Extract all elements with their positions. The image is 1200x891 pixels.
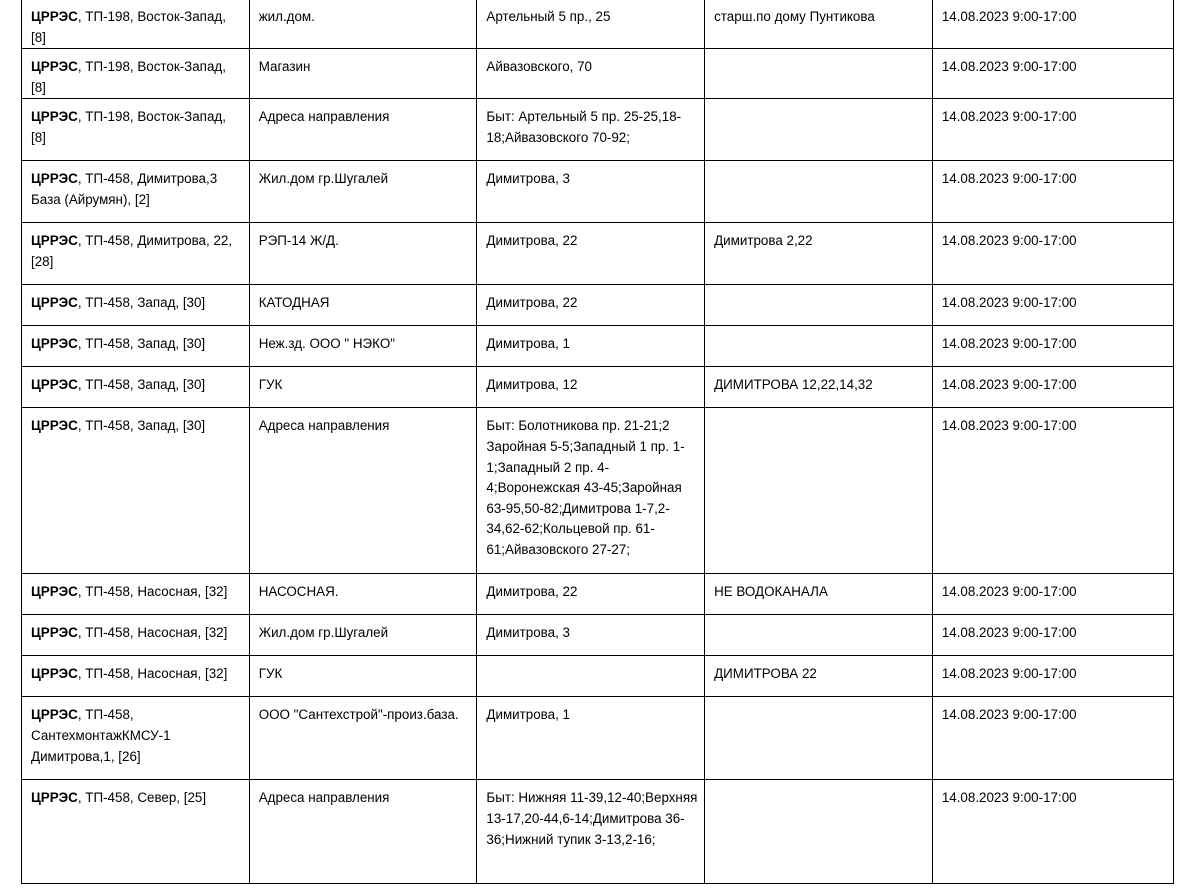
cell-consumer: ГУК bbox=[249, 656, 477, 697]
org-name: ЦРРЭС bbox=[31, 171, 78, 187]
line-name: , ТП-198, Восток-Запад, [8] bbox=[31, 59, 226, 95]
cell-consumer: Жил.дом гр.Шугалей bbox=[249, 615, 477, 656]
line-name: , ТП-458, СантехмонтажКМСУ-1 Димитрова,1, [26] bbox=[31, 707, 171, 764]
org-name: ЦРРЭС bbox=[31, 9, 78, 24]
cell-time: 14.08.2023 9:00-17:00 bbox=[932, 99, 1173, 161]
org-name: ЦРРЭС bbox=[31, 584, 78, 600]
cell-network bbox=[22, 99, 250, 161]
cell-note bbox=[705, 326, 933, 367]
cell-network bbox=[22, 49, 250, 99]
table-row bbox=[22, 656, 1174, 697]
cell-note bbox=[705, 408, 933, 574]
cell-consumer: Жил.дом гр.Шугалей bbox=[249, 161, 477, 223]
line-name: , ТП-458, Запад, [30] bbox=[77, 377, 206, 393]
cell-time: 14.08.2023 9:00-17:00 bbox=[932, 780, 1173, 884]
line-name: , ТП-458, Димитрова, 22, [28] bbox=[31, 233, 233, 269]
org-name: ЦРРЭС bbox=[31, 295, 78, 311]
cell-network bbox=[22, 780, 250, 884]
org-name: ЦРРЭС bbox=[31, 707, 78, 723]
cell-consumer: НАСОСНАЯ. bbox=[249, 574, 477, 615]
cell-address: Димитрова, 22 bbox=[477, 574, 705, 615]
table-row bbox=[22, 326, 1174, 367]
cell-network bbox=[22, 285, 250, 326]
cell-address: Димитрова, 22 bbox=[477, 285, 705, 326]
line-name: , ТП-198, Восток-Запад, [8] bbox=[31, 9, 226, 45]
org-name: ЦРРЭС bbox=[31, 336, 78, 352]
cell-time: 14.08.2023 9:00-17:00 bbox=[932, 285, 1173, 326]
cell-time: 14.08.2023 9:00-17:00 bbox=[932, 574, 1173, 615]
cell-time: 14.08.2023 9:00-17:00 bbox=[932, 697, 1173, 780]
cell-consumer: ГУК bbox=[249, 367, 477, 408]
outage-table bbox=[21, 0, 1174, 884]
cell-address: Димитрова, 1 bbox=[477, 697, 705, 780]
cell-note: ДИМИТРОВА 12,22,14,32 bbox=[705, 367, 933, 408]
line-name: , ТП-458, Север, [25] bbox=[77, 790, 207, 806]
org-name: ЦРРЭС bbox=[31, 233, 78, 249]
table-row bbox=[22, 0, 1174, 49]
cell-address: Быт: Артельный 5 пр. 25-25,18-18;Айвазовского 70-92; bbox=[477, 99, 705, 161]
table-row bbox=[22, 367, 1174, 408]
cell-address: Быт: Болотникова пр. 21-21;2 Заройная 5-5;Западный 1 пр. 1-1;Западный 2 пр. 4-4;Воронежская 43-45;Заройная 63-95,50-82;Димитрова 1-7,2-34,62-62;Кольцевой пр. 61-61;Айвазовского 27-27; bbox=[477, 408, 705, 574]
cell-note bbox=[705, 780, 933, 884]
cell-network bbox=[22, 161, 250, 223]
cell-consumer: Магазин bbox=[249, 49, 477, 99]
cell-network bbox=[22, 0, 250, 49]
cell-consumer: Адреса направления bbox=[249, 408, 477, 574]
cell-consumer: РЭП-14 Ж/Д. bbox=[249, 223, 477, 285]
cell-network bbox=[22, 615, 250, 656]
org-name: ЦРРЭС bbox=[31, 790, 78, 806]
cell-consumer: КАТОДНАЯ bbox=[249, 285, 477, 326]
line-name: , ТП-198, Восток-Запад, [8] bbox=[31, 109, 226, 145]
table-row bbox=[22, 99, 1174, 161]
cell-time: 14.08.2023 9:00-17:00 bbox=[932, 223, 1173, 285]
org-name: ЦРРЭС bbox=[31, 666, 78, 682]
cell-time: 14.08.2023 9:00-17:00 bbox=[932, 656, 1173, 697]
cell-address: Димитрова, 1 bbox=[477, 326, 705, 367]
table-row bbox=[22, 49, 1174, 99]
table-row bbox=[22, 615, 1174, 656]
line-name: , ТП-458, Насосная, [32] bbox=[77, 666, 228, 682]
cell-note bbox=[705, 99, 933, 161]
cell-consumer: жил.дом. bbox=[249, 0, 477, 49]
line-name: , ТП-458, Насосная, [32] bbox=[77, 584, 228, 600]
cell-note bbox=[705, 161, 933, 223]
table-row bbox=[22, 780, 1174, 884]
cell-network bbox=[22, 697, 250, 780]
table-body bbox=[22, 0, 1174, 884]
line-name: , ТП-458, Димитрова,3 База (Айрумян), [2] bbox=[31, 171, 218, 207]
org-name: ЦРРЭС bbox=[31, 418, 78, 434]
table-row bbox=[22, 574, 1174, 615]
cell-address bbox=[477, 656, 705, 697]
table-row bbox=[22, 161, 1174, 223]
cell-time: 14.08.2023 9:00-17:00 bbox=[932, 367, 1173, 408]
cell-time: 14.08.2023 9:00-17:00 bbox=[932, 326, 1173, 367]
line-name: , ТП-458, Насосная, [32] bbox=[77, 625, 228, 641]
cell-note bbox=[705, 615, 933, 656]
cell-network bbox=[22, 408, 250, 574]
table-row bbox=[22, 697, 1174, 780]
cell-time: 14.08.2023 9:00-17:00 bbox=[932, 161, 1173, 223]
org-name: ЦРРЭС bbox=[31, 377, 78, 393]
cell-network bbox=[22, 326, 250, 367]
cell-address: Артельный 5 пр., 25 bbox=[477, 0, 705, 49]
org-name: ЦРРЭС bbox=[31, 625, 78, 641]
cell-network bbox=[22, 223, 250, 285]
cell-address: Быт: Нижняя 11-39,12-40;Верхняя 13-17,20-44,6-14;Димитрова 36-36;Нижний тупик 3-13,2-16; bbox=[477, 780, 705, 884]
cell-network bbox=[22, 367, 250, 408]
cell-address: Айвазовского, 70 bbox=[477, 49, 705, 99]
org-name: ЦРРЭС bbox=[31, 59, 78, 75]
cell-note: старш.по дому Пунтикова bbox=[705, 0, 933, 49]
cell-note bbox=[705, 697, 933, 780]
table-row bbox=[22, 408, 1174, 574]
cell-note: ДИМИТРОВА 22 bbox=[705, 656, 933, 697]
table-row bbox=[22, 285, 1174, 326]
cell-consumer: Неж.зд. ООО " НЭКО" bbox=[249, 326, 477, 367]
cell-note bbox=[705, 49, 933, 99]
cell-time: 14.08.2023 9:00-17:00 bbox=[932, 408, 1173, 574]
table-row bbox=[22, 223, 1174, 285]
cell-address: Димитрова, 3 bbox=[477, 161, 705, 223]
cell-address: Димитрова, 3 bbox=[477, 615, 705, 656]
org-name: ЦРРЭС bbox=[31, 109, 78, 125]
cell-time: 14.08.2023 9:00-17:00 bbox=[932, 0, 1173, 49]
cell-note: Димитрова 2,22 bbox=[705, 223, 933, 285]
cell-note: НЕ ВОДОКАНАЛА bbox=[705, 574, 933, 615]
cell-consumer: ООО "Сантехстрой"-произ.база. bbox=[249, 697, 477, 780]
cell-network bbox=[22, 574, 250, 615]
cell-network bbox=[22, 656, 250, 697]
line-name: , ТП-458, Запад, [30] bbox=[77, 336, 206, 352]
line-name: , ТП-458, Запад, [30] bbox=[77, 418, 206, 434]
cell-address: Димитрова, 12 bbox=[477, 367, 705, 408]
cell-consumer: Адреса направления bbox=[249, 780, 477, 884]
cell-address: Димитрова, 22 bbox=[477, 223, 705, 285]
cell-consumer: Адреса направления bbox=[249, 99, 477, 161]
cell-time: 14.08.2023 9:00-17:00 bbox=[932, 49, 1173, 99]
cell-time: 14.08.2023 9:00-17:00 bbox=[932, 615, 1173, 656]
cell-note bbox=[705, 285, 933, 326]
line-name: , ТП-458, Запад, [30] bbox=[77, 295, 206, 311]
